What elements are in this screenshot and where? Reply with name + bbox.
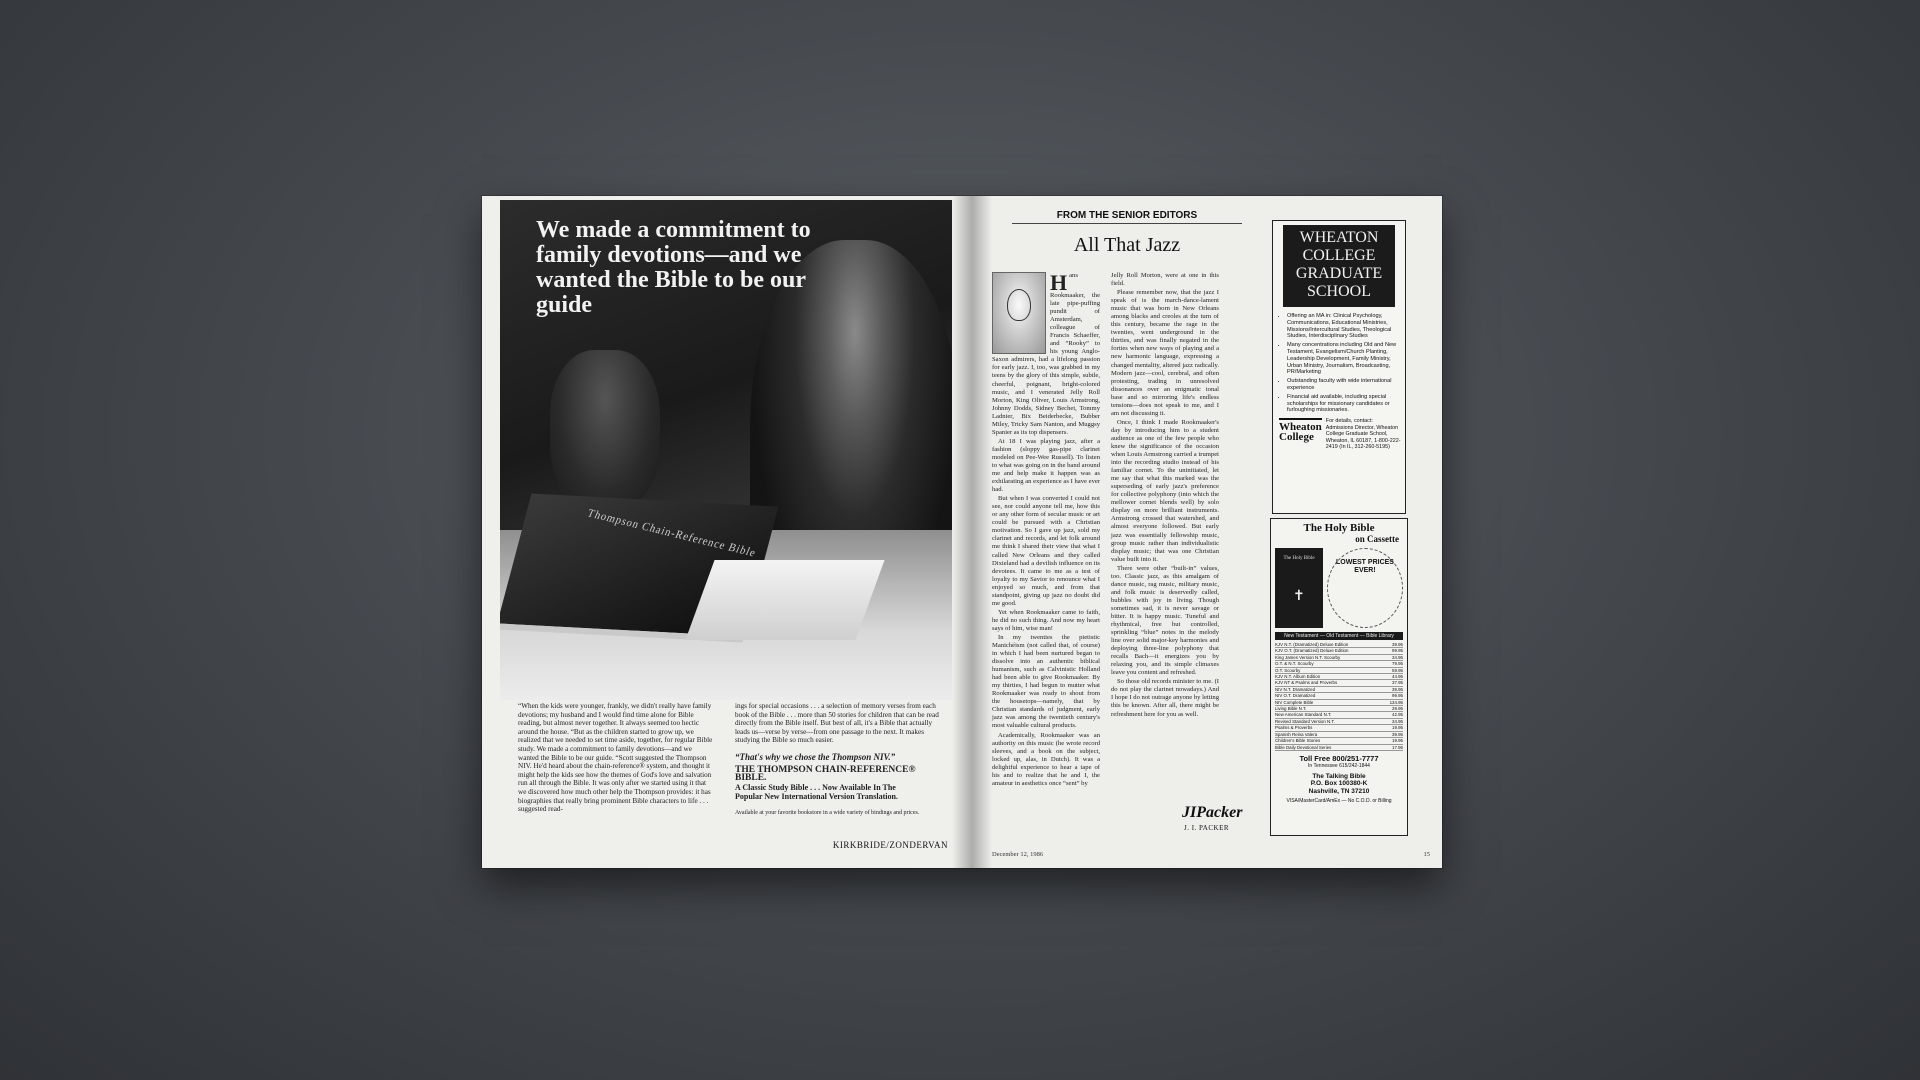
bible-ad-payment: VISA/MasterCard/AmEx — No C.O.D. or Billing xyxy=(1286,798,1392,805)
logo-line: GRADUATE xyxy=(1295,265,1383,282)
bible-ad-title: The Holy Bible xyxy=(1303,522,1375,534)
left-page-advertisement xyxy=(482,196,972,868)
paragraph: Yet when Rookmaaker came to faith, he did no such thing. And now my heart says of him, wise man! xyxy=(992,608,1100,632)
bible-ad-phone-sub: In Tennessee 615/242-1844 xyxy=(1308,762,1370,769)
wheaton-bullet: • Financial aid available, including special scholarships for missionary candidates or furloughing missionaries. xyxy=(1287,394,1401,414)
price-list-item: Spanish Reina Valera xyxy=(1275,731,1318,737)
price-list-item: KJV O.T. (Dramatized) Deluxe Edition xyxy=(1275,648,1349,654)
article-column-2 xyxy=(1111,272,1219,720)
article-column-1 xyxy=(992,272,1100,789)
bible-ad-band: New Testament — Old Testament — Bible Library xyxy=(1275,632,1403,640)
right-page-editorial xyxy=(972,196,1442,868)
article-title: All That Jazz xyxy=(1073,234,1181,256)
price-list-price: 44.95 xyxy=(1392,674,1403,680)
bible-cover-title: Thompson Chain-Reference Bible xyxy=(585,507,759,560)
price-list-item: Children's Bible Stories xyxy=(1275,738,1321,744)
author-signature: JIPacker xyxy=(1182,804,1243,821)
price-list-row xyxy=(1275,745,1403,751)
address-line: P.O. Box 100380-K xyxy=(1310,780,1368,788)
paragraph: ans Rookmaaker, the late pipe-puffing pundit of Amsterdam, colleague of Francis Schaeffer, and “Rooky” to his young Anglo-Saxon admirers, had a lifelong passion for early jazz. I, too, was grabbed in my teens by the glory of this simple, subtle, cheerful, poignant, bright-colored music, and I venerated Jelly Roll Morton, King Oliver, Louis Armstrong, Johnny Dodds, Sidney Bechet, Tommy Ladnier, Bix Beiderbecke, Bubber Miley, Tricky Sam Nanton, and Muggsy Spanier as its top dispensers. xyxy=(992,272,1100,436)
publisher-name: KIRKBRIDE/ZONDERVAN xyxy=(832,840,948,850)
price-list-item: Bible Daily Devotional Series xyxy=(1275,744,1332,750)
magazine-spread xyxy=(482,196,1442,868)
price-list-price: 37.95 xyxy=(1392,680,1403,686)
wheaton-logo xyxy=(1283,225,1395,307)
logo-line: SCHOOL xyxy=(1306,283,1371,300)
wheaton-college-ad xyxy=(1272,220,1406,514)
price-list-price: 19.95 xyxy=(1392,738,1403,744)
ad-headline: We made a commitment to family devotions—and we wanted the Bible to be our guide xyxy=(536,217,811,318)
page-number: 15 xyxy=(1423,851,1430,858)
paragraph: Jelly Roll Morton, were at one in this field. xyxy=(1111,272,1219,288)
wheaton-contact xyxy=(1279,418,1401,451)
ad-sub-line-1: A Classic Study Bible . . . Now Available In The xyxy=(735,782,896,792)
price-list-item: New American Standard N.T. xyxy=(1275,712,1332,718)
wheaton-bullet: • Outstanding faculty with wide international experience xyxy=(1287,378,1401,392)
section-label: FROM THE SENIOR EDITORS xyxy=(1012,210,1242,224)
author-byline: J. I. PACKER xyxy=(1184,824,1230,832)
ad-body-copy-right xyxy=(735,702,945,817)
bible-ad-visual xyxy=(1275,548,1403,628)
wheaton-contact-text: For details, contact: Admissions Director, Wheaton College Graduate School, Wheaton, IL 60187, 1-800-222-2419 (In IL, 312-260-5195) xyxy=(1325,418,1401,451)
paragraph: In my twenties the pietistic Manichéism (not called that, of course) in which I had been nurtured began to dissolve into an authentic biblical humanism, such as Calvinistic Holland had been able to give Rookmaaker. By my thirties, I had begun to mutter what Rookmaaker was ready to shout from the housetops—namely, that by Christian standards of judgment, early jazz was among the twentieth century's most valuable cultural products. xyxy=(992,633,1100,730)
ad-availability: Available at your favorite bookstore in a wide variety of bindings and prices. xyxy=(735,809,920,816)
price-list-item: Revised Standard Version N.T. xyxy=(1275,718,1335,724)
price-list-item: NIV O.T. Dramatized xyxy=(1275,693,1316,699)
price-list-item: O.T. Scourby xyxy=(1275,667,1301,673)
price-list-item: O.T. & N.T. Scourby xyxy=(1275,661,1314,667)
ad-slogan: “That's why we chose the Thompson NIV.” xyxy=(735,751,896,762)
address-line: The Talking Bible xyxy=(1312,772,1366,780)
price-list-item: Psalms & Proverbs xyxy=(1275,725,1313,731)
price-list-price: 19.95 xyxy=(1392,725,1403,731)
price-list-price: 42.95 xyxy=(1392,712,1403,718)
paragraph: Once, I think I made Rookmaaker's day by introducing him to a student audience as one of the few people who knew the significance of the occasion when Louis Armstrong carried a trumpet into the recording studio instead of his familiar cornet. To the uninitiated, let me say that what this marked was the superseding of early jazz's preference for collective polyphony (into which the mellower cornet blends well) by solo display on more brilliant instruments. Armstrong crossed that watershed, and almost everyone followed. But early jazz was essentially fellowship music, group music rather than individualistic display music; that was one Christian value built into it. xyxy=(1111,418,1219,563)
paragraph: But when I was converted I could not see, nor could anyone tell me, how this or any other form of secular music or art could be pursued with a Christian motivation. So I gave up jazz, sold my clarinet and records, and let folk around me think I shared their view that what I called New Orleans and they called Dixieland had a devilish influence on its devotees. It came to me as a test of loyalty to my Savior to renounce what I enjoyed so much, and from that standpoint, giving up jazz no doubt did me good. xyxy=(992,495,1100,607)
price-list-price: 99.95 xyxy=(1392,693,1403,699)
price-list-item: KJV NT & Psalms and Proverbs xyxy=(1275,680,1338,686)
bible-ad-price-list xyxy=(1275,642,1403,751)
ad-body-copy-continued: ings for special occasions . . . a selection of memory verses from each book of the Bible . . . more than 50 stories for children that can be read directly from the Bible itself. But best of all, it's a Bible that actually leads us—verse by verse—from one passage to the next. It makes studying the Bible so much easier. xyxy=(735,702,939,745)
address-line: Nashville, TN 37210 xyxy=(1308,787,1370,795)
price-list-price: 34.95 xyxy=(1392,718,1403,724)
paragraph: So those old records minister to me. (I do not play the clarinet nowadays.) And I hope I do not outrage anyone by letting this be known. After all, there might be refreshment here for you as well. xyxy=(1111,678,1219,718)
price-list-item: NIV Complete Bible xyxy=(1275,699,1314,705)
price-list-item: King James Version N.T. Scourby xyxy=(1275,654,1341,660)
wheaton-bullet: • Many concentrations including Old and New Testament, Evangelism/Church Planting, Leadership Development, Family Ministry, Urban Ministry, Journalism, Broadcasting, PR/Marketing xyxy=(1287,342,1401,376)
wheaton-bullets xyxy=(1273,313,1405,414)
paragraph: At 18 I was playing jazz, after a fashion (sloppy gas-pipe clarinet modeled on Pee-Wee Russell). To listen to what was going on in the band around me and help make it happen was as exhilarating an experience as I have ever had. xyxy=(992,437,1100,494)
price-list-price: 99.95 xyxy=(1392,648,1403,654)
price-list-price: 79.95 xyxy=(1392,661,1403,667)
price-list-price: 134.95 xyxy=(1389,699,1403,705)
man-figure xyxy=(550,350,660,510)
price-list-item: KJV N.T. Album Edition xyxy=(1275,674,1321,680)
wheaton-bullet: • Offering an MA in: Clinical Psychology, Communications, Educational Ministries, Missions/Intercultural Studies, Theological Studies, Interdisciplinary Studies xyxy=(1287,313,1401,340)
cassette-album-image: The Holy Bible ✝ xyxy=(1275,548,1323,628)
ad-photograph xyxy=(500,200,952,700)
open-book xyxy=(685,560,884,640)
price-list-item: KJV N.T. (Dramatized) Deluxe Edition xyxy=(1275,642,1349,647)
paragraph: Academically, Rookmaaker was an authority on this music (he wrote record sleeves, and a book on the subject, locked up, alas, in Dutch). It was a delightful experience to hear a tape of his and to realize that he and I, the amateur in aesthetics once “sent” by xyxy=(992,731,1100,787)
price-burst: LOWEST PRICES EVER! xyxy=(1327,548,1403,628)
price-list-price: 17.95 xyxy=(1392,744,1403,750)
holy-bible-cassette-ad xyxy=(1270,518,1408,836)
price-list-price: 39.95 xyxy=(1392,686,1403,692)
price-list-price: 34.95 xyxy=(1392,654,1403,660)
ad-body-copy-left: “When the kids were younger, frankly, we didn't really have family devotions; my husband and I would find time alone for Bible reading, but almost never together. It always seemed too hectic around the house. “But as the children started to grow up, we realized that we needed to set time aside, together, for regular Bible study. We made a commitment to family devotions—and we wanted the Bible to be our guide. “Scott suggested the Thompson NIV. He'd heard about the chain-reference® system, and thought it might help the kids see how the themes of God's love and salvation run all through the Bible. It was only after we started using it that we discovered how much other help the Thompson provides: it has biographies that really bring prominent Bible characters to life . . . suggested read- xyxy=(518,702,713,814)
wheaton-badge: Wheaton College xyxy=(1279,418,1322,451)
logo-line: COLLEGE xyxy=(1302,247,1376,264)
price-list-item: Living Bible N.T. xyxy=(1275,706,1307,712)
price-list-price: 59.95 xyxy=(1392,667,1403,673)
bible-ad-phone: Toll Free 800/251-7777 xyxy=(1299,753,1379,763)
ad-brand-line: THE THOMPSON CHAIN-REFERENCE® BIBLE. xyxy=(735,764,916,784)
author-portrait xyxy=(992,272,1046,354)
logo-line: WHEATON xyxy=(1299,229,1379,246)
price-list-item: NIV N.T. Dramatized xyxy=(1275,686,1316,692)
price-list-price: 39.95 xyxy=(1392,731,1403,737)
footer-date: December 12, 1986 xyxy=(992,851,1044,858)
bible-ad-address xyxy=(1271,773,1407,796)
price-list-price: 39.95 xyxy=(1392,642,1403,647)
paragraph: There were other “built-in” values, too. Classic jazz, as this amalgam of dance music, rag music, military music, and folk music is deservedly called, bubbles with joy in living. Though sometimes sad, it is never savage or bitter. It is happy music. Tuneful and rhythmical, free but controlled, sprinkling “blue” notes in the melody line over solid major-key harmonies and deploying three-line polyphony that recalls Bach—it energizes you by relaxing you, and its simple climaxes leave you content and refreshed. xyxy=(1111,564,1219,677)
price-list-price: 29.95 xyxy=(1392,706,1403,712)
drop-cap: H xyxy=(1050,270,1068,295)
paragraph: Please remember now, that the jazz I speak of is the march-dance-lament music that was born in New Orleans among blacks and creoles at the turn of this century, became the rage in the twenties, went underground in the thirties, and was finally negated in the forties when new ways of playing and a new harmonic language, expressing a changed mentality, altered jazz radically. Modern jazz—cool, cerebral, and often protesting, trading in unresolved dissonances over an enigmatic tonal base and so mirroring life's endless tensions—does not speak to me, and I am not discussing it. xyxy=(1111,289,1219,417)
ad-sub-line-2: Popular New International Version Translation. xyxy=(735,791,898,801)
bible-ad-subtitle: on Cassette xyxy=(1355,534,1399,544)
